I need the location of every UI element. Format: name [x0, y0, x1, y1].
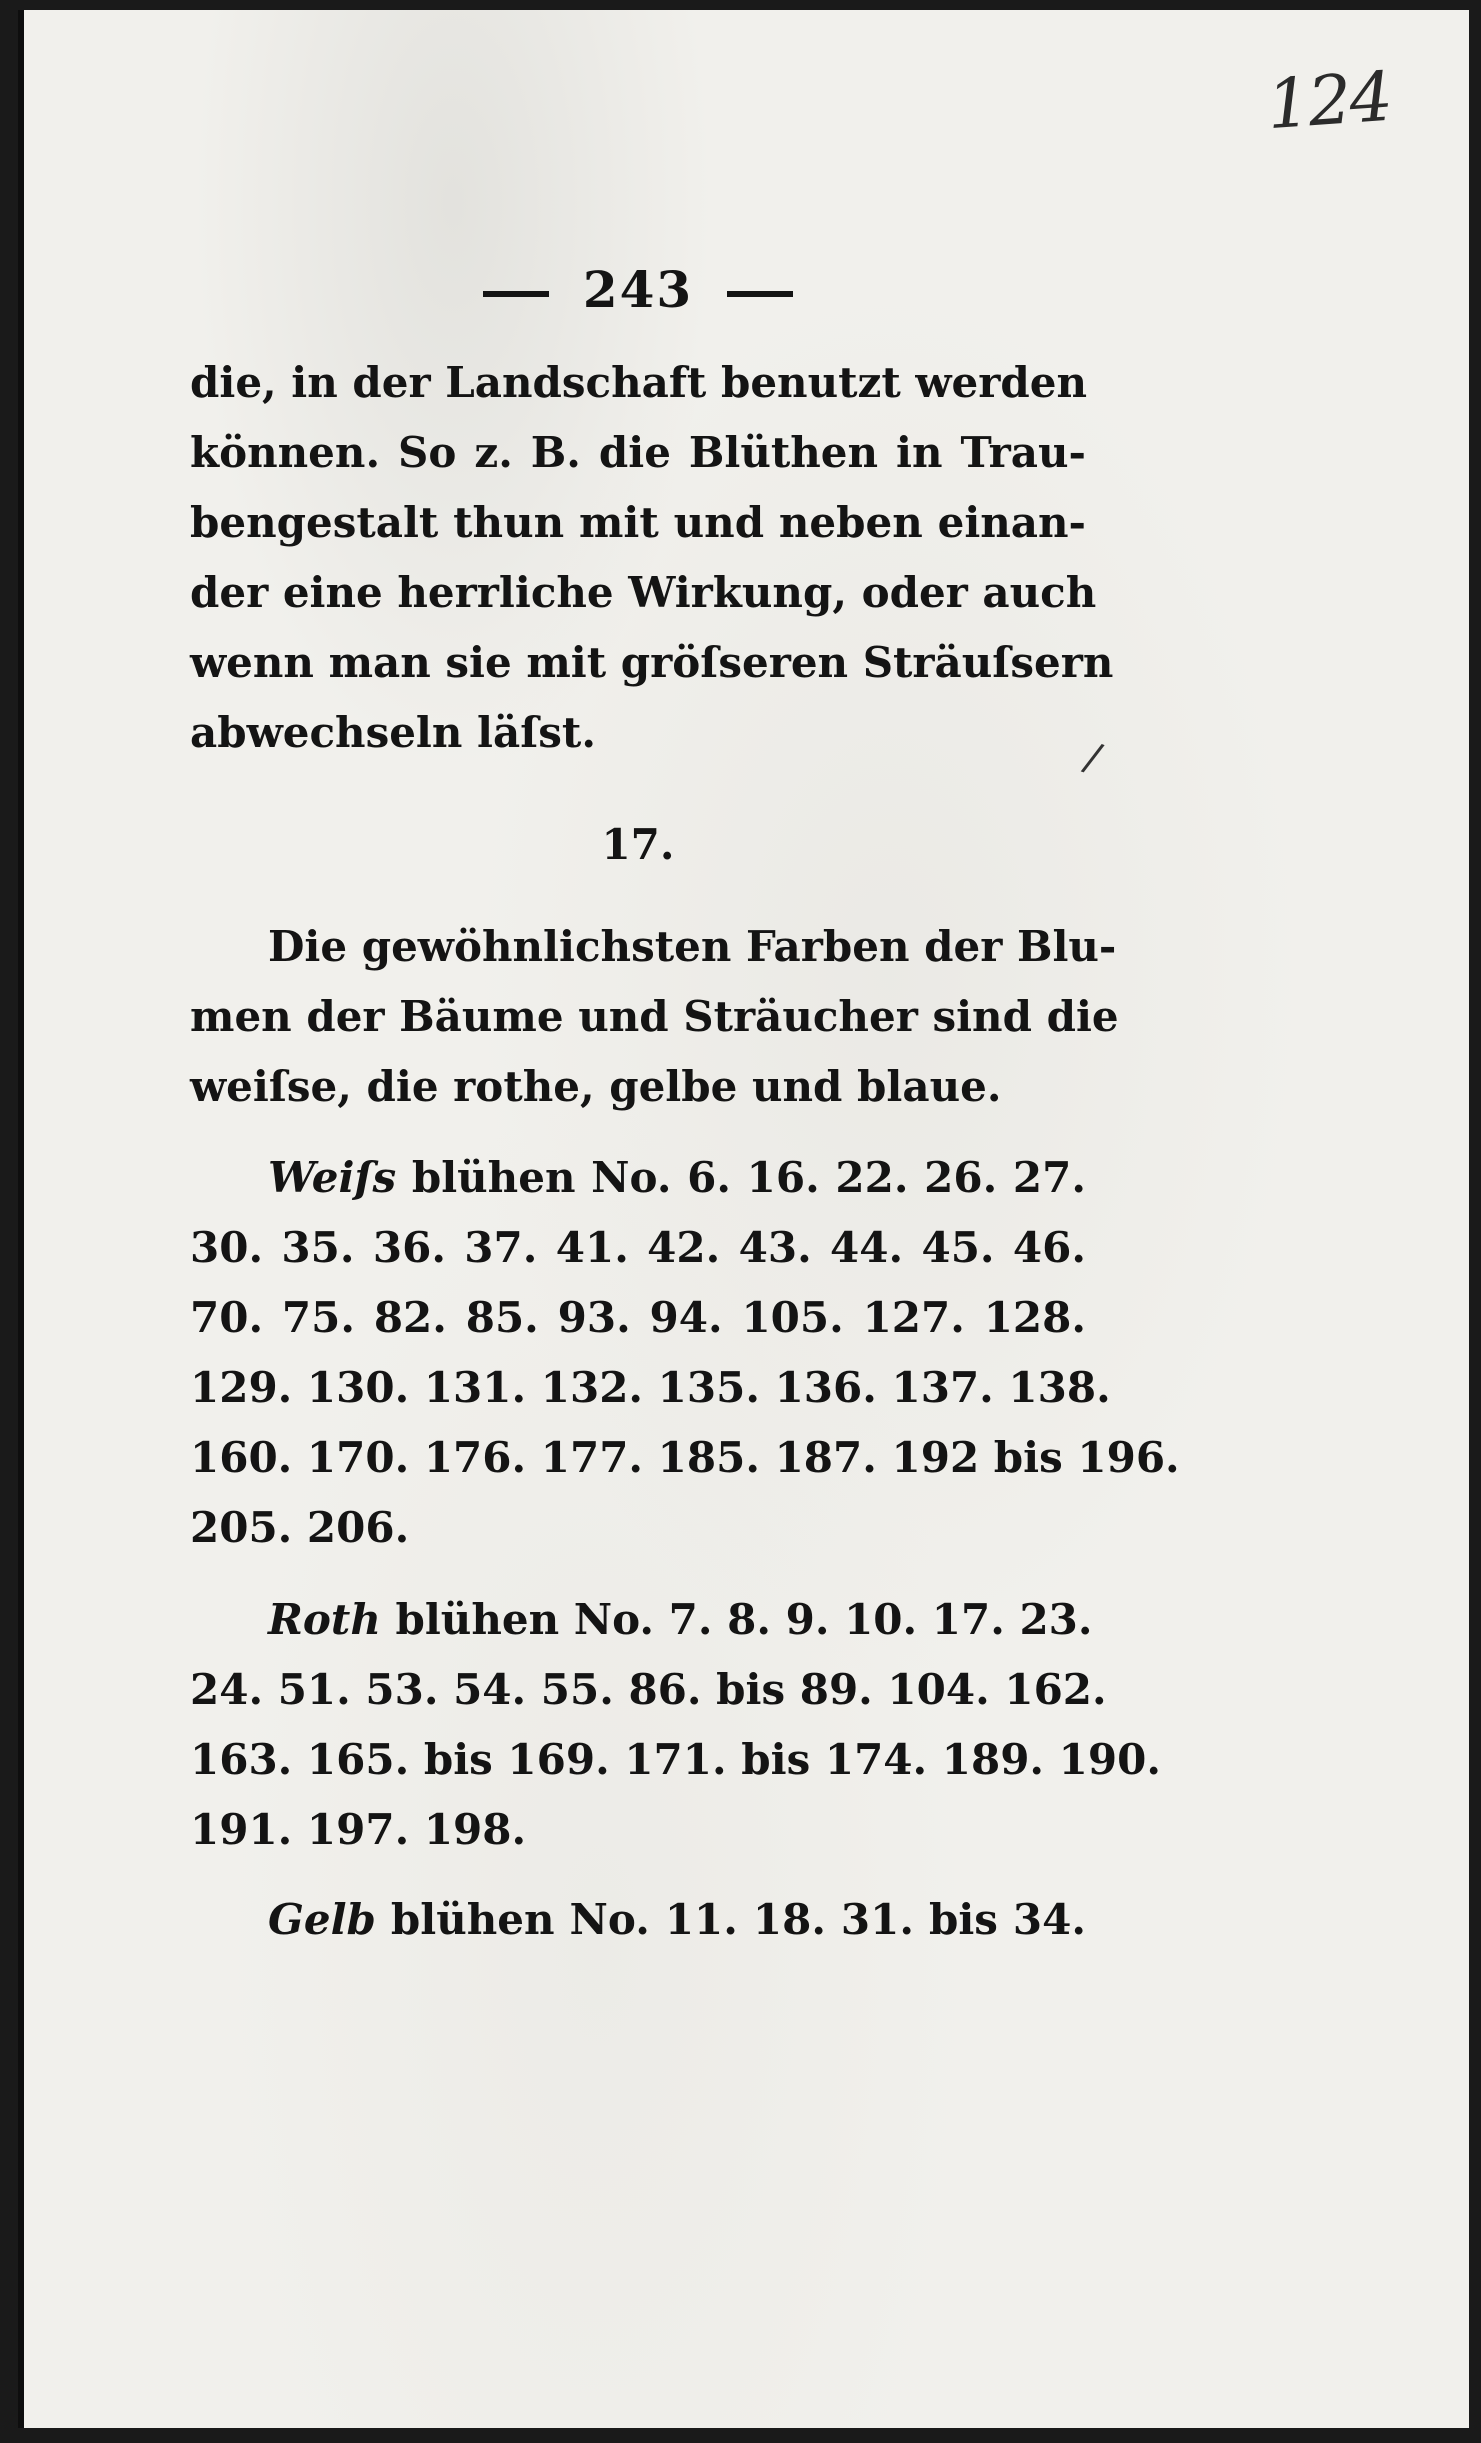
color-label-roth: Roth [268, 1595, 381, 1644]
text-line: die, in der Landschaft benutzt werden [190, 358, 1088, 407]
text-line: 205. 206. [190, 1503, 410, 1552]
text-line: Die gewöhnlichsten Farben der Blu- [268, 922, 1117, 971]
roth-first-line: blühen No. 7. 8. 9. 10. 17. 23. [395, 1595, 1093, 1644]
text-line: men der Bäume und Sträucher sind die [190, 992, 1119, 1041]
text-line: 163. 165. bis 169. 171. bis 174. 189. 190. [190, 1735, 1161, 1784]
text-line: 129. 130. 131. 132. 135. 136. 137. 138. [190, 1363, 1111, 1412]
page-number: 243 [582, 260, 694, 319]
text-line-roth-heading [268, 1595, 1093, 1645]
text-line: 191. 197. 198. [190, 1805, 527, 1854]
color-label-weiss: Weiſs [268, 1153, 397, 1202]
text-line: weiſse, die rothe, gelbe und blaue. [190, 1062, 1002, 1111]
text-line: wenn man sie mit gröſseren Sträuſsern [190, 638, 1114, 687]
margin-pencil-mark: / [1078, 734, 1107, 782]
text-line: bengestalt thun mit und neben einan- [190, 498, 1086, 547]
text-line: können. So z. B. die Blüthen in Trau- [190, 428, 1086, 477]
text-line-gelb-heading [268, 1895, 1086, 1945]
handwritten-folio-number: 124 [1264, 57, 1394, 146]
text-line: der eine herrliche Wirkung, oder auch [190, 568, 1097, 617]
text-line: 160. 170. 176. 177. 185. 187. 192 bis 196. [190, 1433, 1180, 1482]
page-header [18, 260, 1258, 319]
text-line: 70. 75. 82. 85. 93. 94. 105. 127. 128. [190, 1293, 1086, 1342]
weiss-first-line: blühen No. 6. 16. 22. 26. 27. [411, 1153, 1086, 1202]
gelb-first-line: blühen No. 11. 18. 31. bis 34. [390, 1895, 1086, 1944]
text-line: 24. 51. 53. 54. 55. 86. bis 89. 104. 162. [190, 1665, 1107, 1714]
section-number: 17. [601, 820, 675, 869]
header-dash-right [727, 291, 793, 297]
text-line-weiss-heading [268, 1153, 1086, 1203]
text-line: abwechseln läſst. [190, 708, 596, 757]
text-line: 30. 35. 36. 37. 41. 42. 43. 44. 45. 46. [190, 1223, 1086, 1272]
color-label-gelb: Gelb [268, 1895, 376, 1944]
book-page [18, 10, 1469, 2428]
header-dash-left [483, 291, 549, 297]
